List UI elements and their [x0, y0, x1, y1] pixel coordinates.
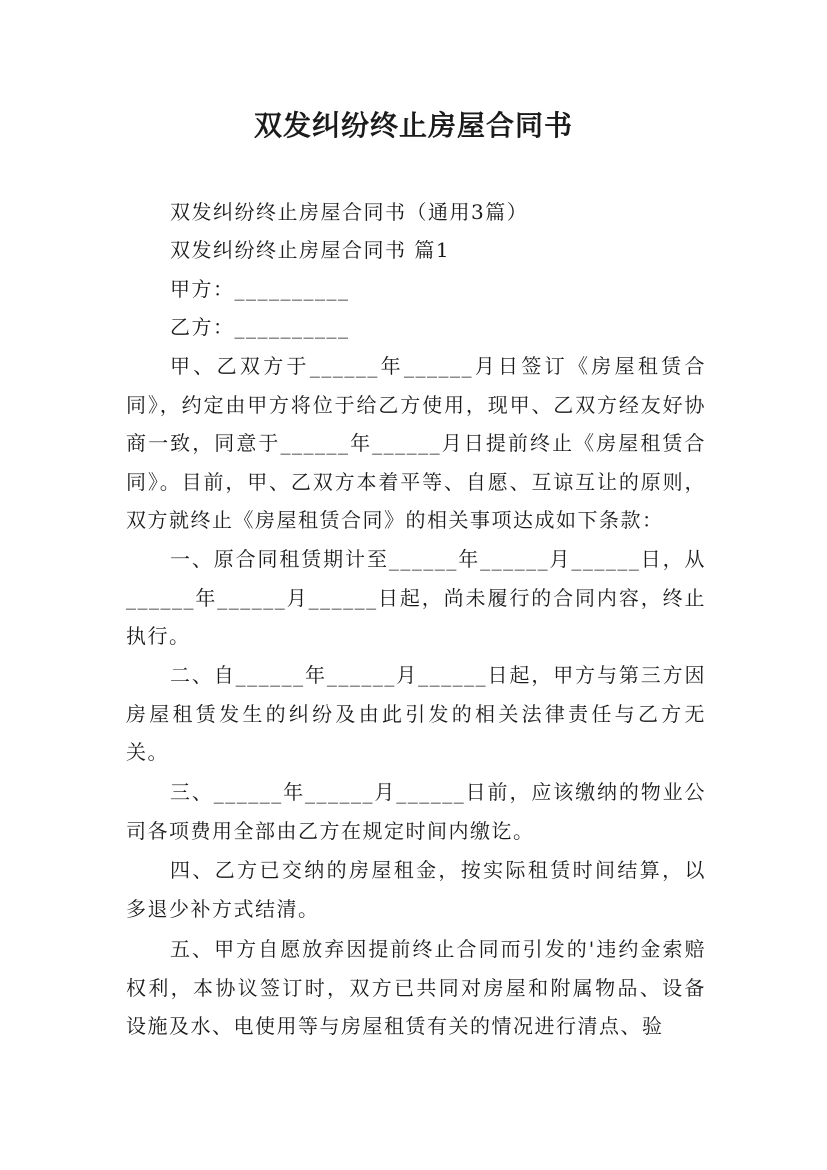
clause-5: 五、甲方自愿放弃因提前终止合同而引发的'违约金索赔权利，本协议签订时，双方已共同对房屋和附属物品、设备设施及水、电使用等与房屋租赁有关的情况进行清点、验 [126, 937, 706, 1038]
subtitle-line: 双发纠纷终止房屋合同书（通用3篇） [170, 200, 529, 224]
party-a-line: 甲方：__________ [170, 277, 350, 301]
party-b-line: 乙方：__________ [170, 315, 350, 339]
clause-3: 三、______年______月______日前，应该缴纳的物业公司各项费用全部由乙方在规定时间内缴讫。 [126, 780, 706, 843]
clause-4: 四、乙方已交纳的房屋租金，按实际租赁时间结算，以多退少补方式结清。 [126, 858, 706, 921]
intro-paragraph: 甲、乙双方于______年______月日签订《房屋租赁合同》，约定由甲方将位于给乙方使用，现甲、乙双方经友好协商一致，同意于______年______月日提前终止《房屋租赁合同》。目前，甲、乙双方本着平等、自愿、互谅互让的原则，双方就终止《房屋租赁合同》的相关事项达成如下条款： [126, 354, 706, 532]
section-heading: 双发纠纷终止房屋合同书 篇1 [170, 238, 451, 262]
clause-1: 一、原合同租赁期计至______年______月______日，从______年______月______日起，尚未履行的合同内容，终止执行。 [126, 547, 706, 648]
document-title: 双发纠纷终止房屋合同书 [253, 109, 573, 142]
clause-2: 二、自______年______月______日起，甲方与第三方因房屋租赁发生的纠纷及由此引发的相关法律责任与乙方无关。 [126, 663, 706, 764]
